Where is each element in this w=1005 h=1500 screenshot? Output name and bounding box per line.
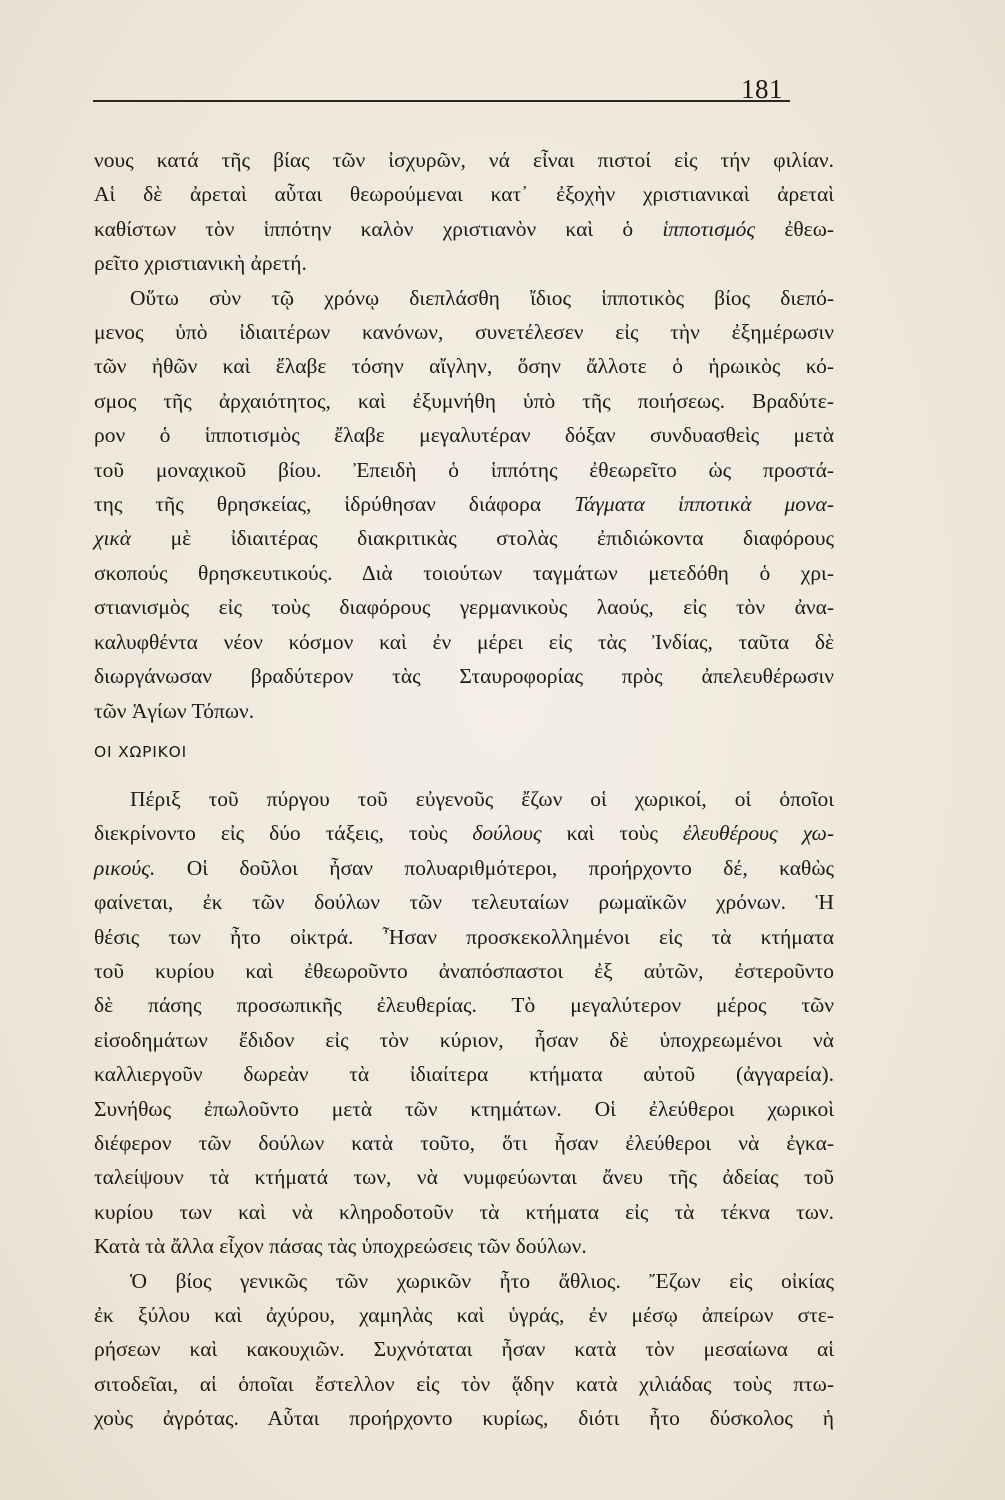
text-line: διωργάνωσαν βραδύτερον τὰς Σταυροφορίας πρὸς ἀπελευθέρωσιν [94,664,834,689]
text-line: Αἱ δὲ ἀρεταὶ αὗται θεωρούμεναι κατ᾿ ἐξοχὴν χριστιανικαὶ ἀρεταὶ [94,182,834,207]
text-line: χικὰ μὲ ἰδιαιτέρας διακριτικὰς στολὰς ἐπιδιώκοντα διαφόρους [94,526,834,551]
paragraph-4 [94,1264,834,1436]
text-line: καθίστων τὸν ἱππότην καλὸν χριστιανὸν καὶ ὁ ἱπποτισμός ἐθεω- [94,216,835,241]
text-line: στιανισμὸς εἰς τοὺς διαφόρους γερμανικοὺς λαούς, εἰς τὸν ἀνα- [94,595,834,620]
text-line: ρον ὁ ἱπποτισμὸς ἔλαβε μεγαλυτέραν δόξαν συνδυασθεὶς μετὰ [94,423,834,448]
text-line: φαίνεται, ἐκ τῶν δούλων τῶν τελευταίων ρωμαϊκῶν χρόνων. Ἡ [94,890,834,915]
italic-term: δούλους [472,821,542,846]
text-line: θέσις των ἦτο οἰκτρά. Ἦσαν προσκεκολλημένοι εἰς τὰ κτήματα [94,924,834,949]
italic-term: Τάγματα ἱπποτικὰ μονα- [574,492,835,517]
text-line: χοὺς ἀγρότας. Αὗται προήρχοντο κυρίως, διότι ἦτο δύσκολος ἡ [94,1406,834,1431]
text-line: κυρίου των καὶ νὰ κληροδοτοῦν τὰ κτήματα εἰς τὰ τέκνα των. [94,1199,834,1224]
paragraph-2 [94,281,834,728]
text-line: Πέριξ τοῦ πύργου τοῦ εὐγενοῦς ἔζων οἱ χωρικοί, οἱ ὁποῖοι [130,786,834,811]
section-heading: ΟΙ ΧΩΡΙΚΟΙ [94,742,188,761]
text-line: μενος ὑπὸ ἰδιαιτέρων κανόνων, συνετέλεσεν εἰς τὴν ἐξημέρωσιν [94,320,834,345]
text-line: ἐκ ξύλου καὶ ἀχύρου, χαμηλὰς καὶ ὑγράς, ἐν μέσῳ ἀπείρων στε- [94,1303,834,1327]
text-line: καλυφθέντα νέον κόσμον καὶ ἐν μέρει εἰς τὰς Ἰνδίας, ταῦτα δὲ [94,629,834,654]
text-line: δὲ πάσης προσωπικῆς ἐλευθερίας. Τὸ μεγαλύτερον μέρος τῶν [94,993,834,1018]
text-line: τοῦ κυρίου καὶ ἐθεωροῦντο ἀναπόσπαστοι ἐξ αὐτῶν, ἐστεροῦντο [94,958,834,983]
paragraph-3 [94,782,834,1264]
text-line: ρεῖτο χριστιανικὴ ἀρετή. [94,251,307,276]
text-line: ταλείψουν τὰ κτήματά των, νὰ νυμφεύωνται ἄνευ τῆς ἀδείας τοῦ [94,1165,834,1190]
text-line: Οὕτω σὺν τῷ χρόνῳ διεπλάσθη ἴδιος ἱπποτικὸς βίος διεπό- [130,285,834,310]
italic-term: ἱπποτισμός [662,216,756,241]
text-line: εἰσοδημάτων ἔδιδον εἰς τὸν κύριον, ἦσαν δὲ ὑποχρεωμένοι νὰ [94,1027,834,1052]
page-number: 181 [741,74,783,104]
text-line: διέφερον τῶν δούλων κατὰ τοῦτο, ὅτι ἦσαν ἐλεύθεροι νὰ ἐγκα- [94,1130,834,1155]
text-line: ρικούς. Οἱ δοῦλοι ἦσαν πολυαριθμότεροι, προήρχοντο δέ, καθὼς [94,855,834,880]
text-line: ρήσεων καὶ κακουχιῶν. Συχνόταται ἦσαν κατὰ τὸν μεσαίωνα αἱ [94,1337,834,1362]
italic-term: ἐλευθέρους χω- [682,821,835,846]
text-line: σκοπούς θρησκευτικούς. Διὰ τοιούτων ταγμάτων μετεδόθη ὁ χρι- [94,560,834,585]
text-line: καλλιεργοῦν δωρεὰν τὰ ἰδιαίτερα κτήματα αὐτοῦ (ἀγγαρεία). [94,1062,834,1087]
text-line: Κατὰ τὰ ἄλλα εἶχον πάσας τὰς ὑποχρεώσεις τῶν δούλων. [94,1234,587,1259]
text-line: της τῆς θρησκείας, ἱδρύθησαν διάφορα Τάγματα ἱπποτικὰ μονα- [94,492,835,517]
text-line: Συνήθως ἐπωλοῦντο μετὰ τῶν κτημάτων. Οἱ ἐλεύθεροι χωρικοὶ [94,1096,834,1121]
text-line: τῶν Ἁγίων Τόπων. [94,698,255,723]
paragraph-1 [94,143,834,281]
header-rule [93,100,790,102]
text-line: σμος τῆς ἀρχαιότητος, καὶ ἐξυμνήθη ὑπὸ τῆς ποιήσεως. Βραδύτε- [94,388,834,413]
text-line: Ὁ βίος γενικῶς τῶν χωρικῶν ἦτο ἄθλιος. Ἔζων εἰς οἰκίας [130,1268,834,1293]
text-line: νους κατά τῆς βίας τῶν ἰσχυρῶν, νά εἶναι πιστοί εἰς τήν φιλίαν. [94,148,834,172]
text-line: διεκρίνοντο εἰς δύο τάξεις, τοὺς δούλους καὶ τοὺς ἐλευθέρους χω- [94,821,835,846]
text-line: τοῦ μοναχικοῦ βίου. Ἐπειδὴ ὁ ἱππότης ἐθεωρεῖτο ὡς προστά- [94,457,834,482]
body-text [94,143,834,1436]
text-line: τῶν ἠθῶν καὶ ἔλαβε τόσην αἴγλην, ὅσην ἄλλοτε ὁ ἡρωικὸς κό- [94,354,834,379]
italic-term: ρικούς. [94,855,156,880]
text-line: σιτοδεῖαι, αἱ ὁποῖαι ἔστελλον εἰς τὸν ᾅδην κατὰ χιλιάδας τοὺς πτω- [94,1371,834,1396]
italic-term: χικὰ [94,526,132,551]
